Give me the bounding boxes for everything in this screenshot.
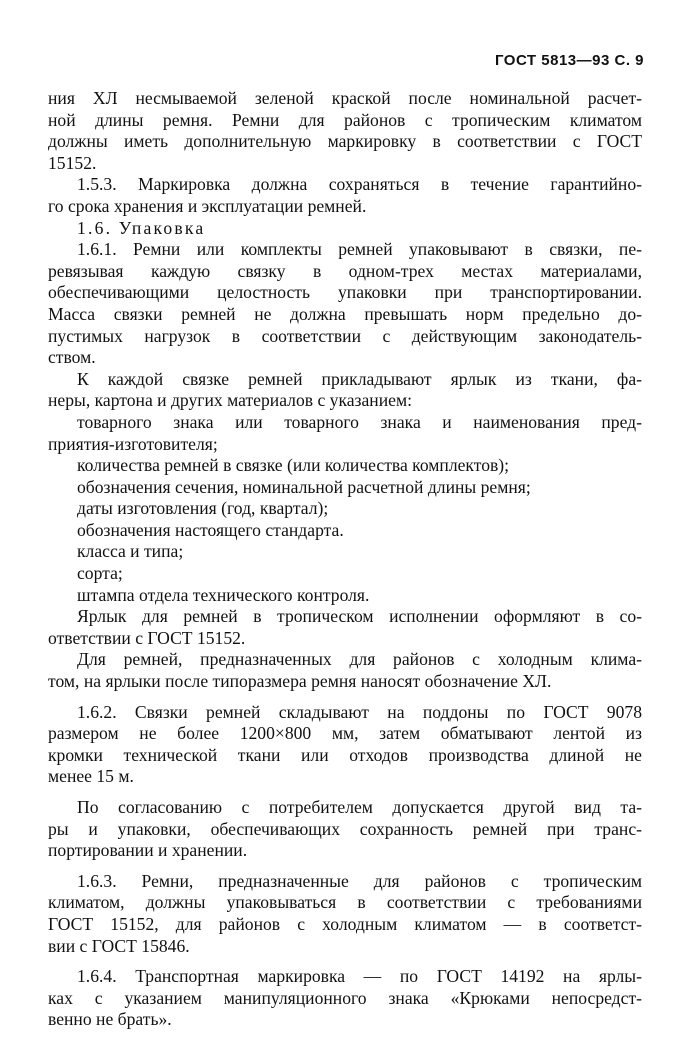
text-line: класса и типа; [77,541,184,562]
text-line: 1.6.3. Ремни, предназначенные для районов с тропическим [77,870,642,891]
paragraph-gap [48,957,642,966]
text-line: 1.6.1. Ремни или комплекты ремней упаковывают в связки, пе- [77,239,642,260]
text-line: ответствии с ГОСТ 15152. [48,627,246,648]
text-line: ством. [48,347,96,368]
document-body [48,88,642,1031]
text-line: Для ремней, предназначенных для районов с холодным клима- [77,649,642,670]
text-line: количества ремней в связке (или количества комплектов); [77,455,510,476]
text-line: 1.6. Упаковка [77,217,206,238]
text-line: ры и упаковки, обеспечивающих сохранность ремней при транс- [48,818,642,839]
text-line: венно не брать». [48,1009,172,1030]
text-line: сорта; [77,563,123,584]
text-line: го срока хранения и эксплуатации ремней. [48,195,367,216]
text-line: ной длины ремня. Ремни для районов с тропическим климатом [48,109,642,130]
text-line: менее 15 м. [48,766,134,787]
paragraph-gap [48,788,642,797]
text-line: ГОСТ 15152, для районов с холодным климатом — в соответст- [48,913,642,934]
text-line: том, на ярлыки после типоразмера ремня наносят обозначение ХЛ. [48,671,552,692]
text-line: 1.5.3. Маркировка должна сохраняться в течение гарантийно- [77,174,642,195]
text-line: кромки технической ткани или отходов производства длиной не [48,744,642,765]
text-line: К каждой связке ремней прикладывают ярлык из ткани, фа- [77,368,642,389]
text-line: приятия-изготовителя; [48,433,218,454]
text-line: размером не более 1200×800 мм, затем обматывают лентой из [48,723,642,744]
text-line: обозначения сечения, номинальной расчетной длины ремня; [77,476,531,497]
text-line: 1.6.2. Связки ремней складывают на поддоны по ГОСТ 9078 [77,701,642,722]
text-line: Ярлык для ремней в тропическом исполнении оформляют в со- [77,606,642,627]
text-line: пустимых нагрузок в соответствии с действующим законодатель- [48,325,642,346]
text-line: ках с указанием манипуляционного знака «Крюками непосредст- [48,987,642,1008]
text-line: 15152. [48,152,97,173]
text-line: ния ХЛ несмываемой зеленой краской после номинальной расчет- [48,88,642,108]
text-line: неры, картона и других материалов с указанием: [48,390,412,411]
text-line: должны иметь дополнительную маркировку в соответствии с ГОСТ [48,131,642,152]
text-line: ревязывая каждую связку в одном-трех местах материалами, [48,260,642,281]
text-line: климатом, должны упаковываться в соответствии с требованиями [48,892,642,913]
paragraph-gap [48,862,642,871]
paragraph-gap [48,693,642,702]
text-line: штампа отдела технического контроля. [77,584,370,605]
text-line: обозначения настоящего стандарта. [77,519,344,540]
text-line: 1.6.4. Транспортная маркировка — по ГОСТ 14192 на ярлы- [77,966,642,987]
text-line: портировании и хранении. [48,840,248,861]
text-line: По согласованию с потребителем допускается другой вид та- [77,797,642,817]
text-line: обеспечивающими целостность упаковки при транспортировании. [48,282,642,303]
text-line: даты изготовления (год, квартал); [77,498,329,519]
page-header: ГОСТ 5813—93 С. 9 [495,52,644,69]
text-line: Масса связки ремней не должна превышать норм предельно до- [48,303,642,324]
text-line: товарного знака или товарного знака и наименования пред- [77,411,642,432]
text-line: вии с ГОСТ 15846. [48,935,190,956]
